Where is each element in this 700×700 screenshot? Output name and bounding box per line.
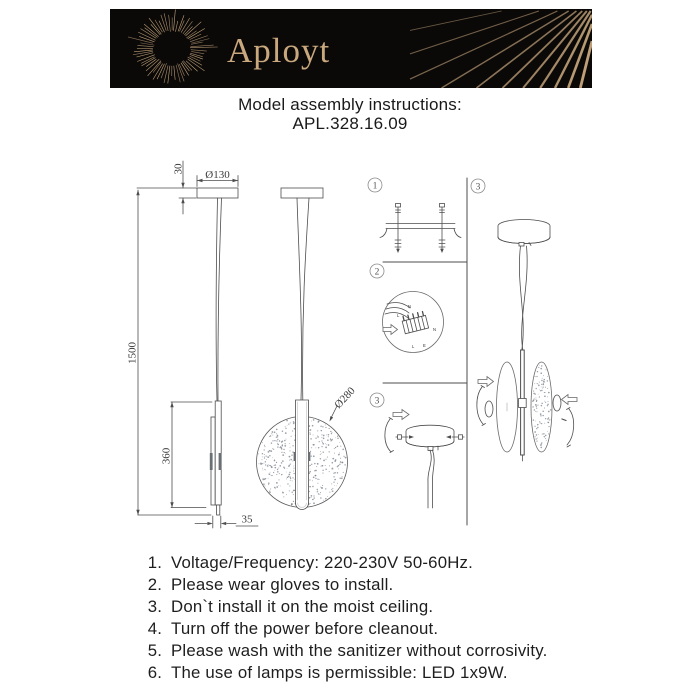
dimension-canopy-diameter: [197, 169, 238, 187]
wire-label: E: [423, 343, 426, 348]
svg-text:30: 30: [172, 163, 185, 175]
wire-label: N: [433, 327, 437, 332]
side-view-drawing: [127, 161, 259, 528]
step-2-badge: 2: [374, 267, 380, 278]
svg-text:1500: 1500: [126, 342, 139, 364]
dimension-canopy-thickness: [173, 161, 197, 214]
instruction-item: 1. Voltage/Frequency: 220-230V 50-60Hz.: [167, 552, 547, 574]
step-2-wiring-diagram: [383, 292, 444, 353]
wire-label: N: [408, 304, 412, 309]
step-1-badge: 1: [372, 181, 378, 192]
step-3-badge: 3: [374, 396, 380, 407]
step-1-bracket-diagram: [380, 204, 461, 254]
instruction-item: 3. Don`t install it on the moist ceiling.: [167, 596, 547, 618]
svg-text:360: 360: [160, 447, 173, 465]
instruction-item: 6. The use of lamps is permissible: LED 1x9W.: [167, 662, 547, 684]
svg-text:Ø280: Ø280: [332, 384, 358, 412]
final-step-badge: 3: [475, 182, 481, 193]
dimension-fixture-depth: [195, 514, 258, 529]
dimension-disc-diameter: [330, 385, 359, 422]
final-assembly-diagram: [477, 220, 577, 461]
instruction-item: 2. Please wear gloves to install.: [167, 574, 547, 596]
dimension-overall-drop: [127, 190, 212, 515]
instruction-list: [137, 552, 547, 684]
instruction-item: 4. Turn off the power before cleanout.: [167, 618, 547, 640]
brand-name: Aployt: [227, 31, 331, 70]
wire-label: L: [397, 313, 400, 318]
dimension-light-bar-height: [161, 402, 213, 508]
svg-text:Ø130: Ø130: [205, 169, 230, 181]
model-number: APL.328.16.09: [292, 114, 408, 133]
step-3-canopy-diagram: [385, 410, 464, 509]
doc-title: Model assembly instructions:: [238, 95, 462, 114]
front-view-drawing: [257, 188, 359, 510]
wire-label: L: [412, 344, 415, 349]
svg-text:35: 35: [241, 513, 253, 526]
assembly-steps: [368, 178, 577, 525]
instruction-item: 5. Please wash with the sanitizer without corrosivity.: [167, 640, 547, 662]
